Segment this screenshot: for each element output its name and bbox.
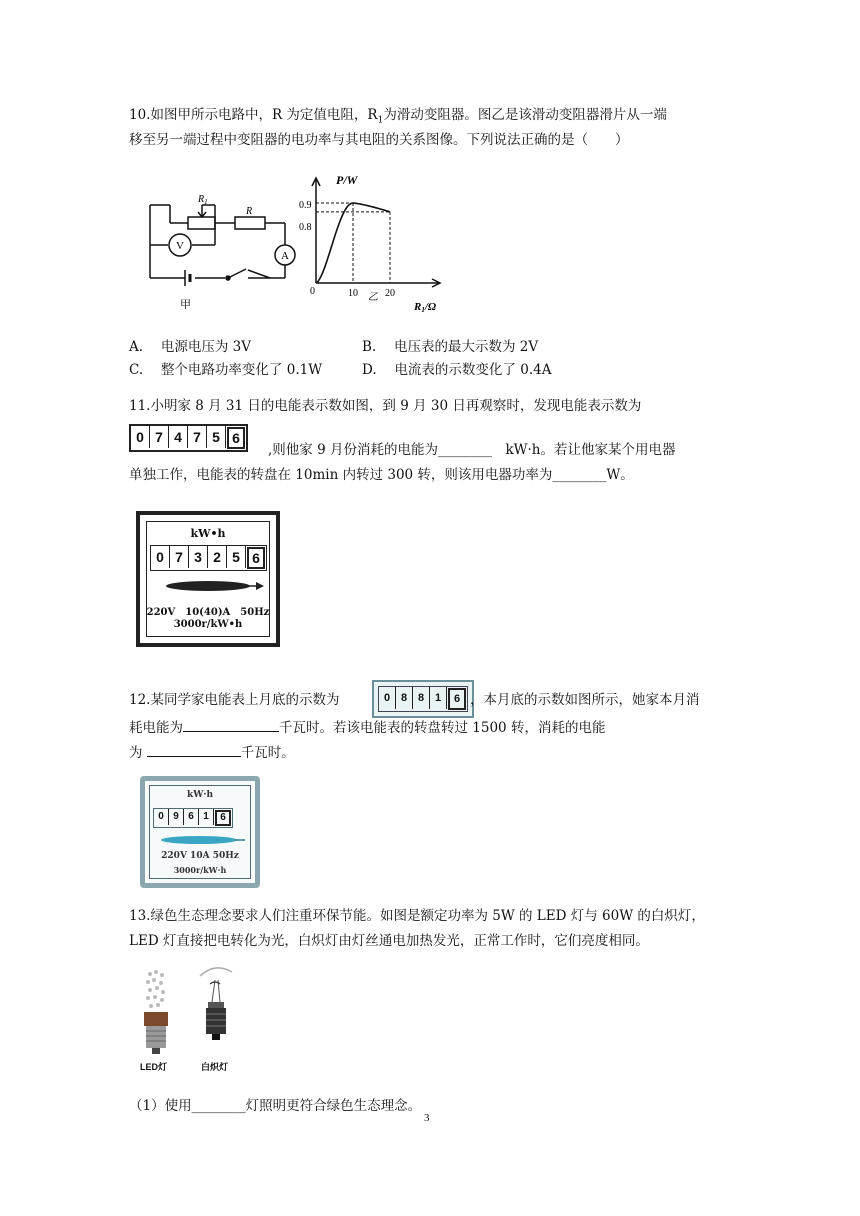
q11-meter-rev: 3000r/kW•h <box>173 619 243 630</box>
ytick-0.8: 0.8 <box>299 222 312 233</box>
q11-stem-line1: 11.小明家 8 月 31 日的电能表示数如图，到 9 月 30 日再观察时，发现电能表示数为 <box>129 398 642 414</box>
r1-label: $R_1$ <box>198 194 208 206</box>
meter-digit: 2 <box>208 546 227 568</box>
q12-digit: 6 <box>448 688 466 710</box>
led-caption: LED灯 <box>140 1062 168 1072</box>
graph-xlabel: R1/Ω <box>414 301 437 314</box>
option-a-text: 电源电压为 3V <box>160 339 251 355</box>
ytick-0.9: 0.9 <box>299 200 312 211</box>
option-b[interactable] <box>362 337 538 357</box>
q13-stem-line2: LED 灯直接把电转化为光，白炽灯由灯丝通电加热发光，正常工作时，它们亮度相同。 <box>129 933 649 949</box>
q12-meter-unit: kW·h <box>186 790 214 800</box>
meter-digit: 6 <box>184 809 199 825</box>
q12-digit: 8 <box>413 687 430 709</box>
meter-digit: 6 <box>247 547 265 569</box>
graph-ylabel: P/W <box>336 173 358 187</box>
bulb-caption: 白炽灯 <box>201 1062 229 1072</box>
voltmeter-symbol: V <box>176 240 184 252</box>
q13-sub1: （1）使用________灯照明更符合绿色生态理念。 <box>129 1098 422 1114</box>
meter-digit: 7 <box>170 546 189 568</box>
r1-subscript: 1 <box>377 115 384 126</box>
option-c-letter: C. <box>129 362 144 378</box>
q11-digit: 0 <box>131 426 150 448</box>
q12-digit: 0 <box>379 687 396 709</box>
xtick-20: 20 <box>385 288 395 299</box>
option-d[interactable] <box>362 360 551 380</box>
q12-digit: 8 <box>396 687 413 709</box>
q11-digit: 5 <box>207 426 226 448</box>
q11-meter-unit: kW•h <box>190 527 226 540</box>
led-lamp-icon <box>136 966 176 1062</box>
option-b-letter: B. <box>362 339 377 355</box>
circuit-caption: 甲 <box>180 299 191 311</box>
meter-rotor-disc-icon <box>160 577 264 595</box>
q11-digit: 7 <box>150 426 169 448</box>
meter-digit: 0 <box>154 809 169 825</box>
incandescent-bulb-icon <box>190 962 240 1060</box>
q11-digit: 7 <box>188 426 207 448</box>
graph-caption: 乙 <box>368 292 378 303</box>
option-a-letter: A. <box>129 339 144 355</box>
meter-digit: 0 <box>151 546 170 568</box>
q12-text: 千瓦时。若该电能表的转盘转过 1500 转，消耗的电能 <box>279 720 606 736</box>
q12-digit-box <box>372 680 474 718</box>
meter-rotor-disc-icon <box>157 833 247 847</box>
meter-digit: 6 <box>215 810 231 826</box>
q12-meter-specs: 220V 10A 50Hz <box>161 851 239 861</box>
q12-answer-blank-2[interactable] <box>147 742 241 757</box>
graph-origin: 0 <box>310 286 315 297</box>
q11-stem-line3: 单独工作，电能表的转盘在 10min 内转过 300 转，则该用电器功率为________W。 <box>129 467 634 483</box>
q11-digit: 4 <box>169 426 188 448</box>
meter-digit: 9 <box>169 809 184 825</box>
meter-digit: 5 <box>227 546 246 568</box>
circuit-diagram <box>140 190 300 315</box>
q12-meter-rev: 3000r/kW·h <box>173 865 227 875</box>
q11-meter-digits <box>150 545 267 571</box>
q12-stem-line3 <box>129 742 295 763</box>
option-d-letter: D. <box>362 362 377 378</box>
option-c-text: 整个电路功率变化了 0.1W <box>160 362 323 378</box>
power-resistance-graph <box>296 168 456 318</box>
q11-meter-specs: 220V 10(40)A 50Hz <box>146 607 270 618</box>
q12-stem-line1b: ，本月底的示数如图所示，她家本月消 <box>470 692 700 708</box>
meter-digit: 1 <box>199 809 214 825</box>
q12-stem-line2 <box>129 717 605 738</box>
q10-stem-line1 <box>129 105 667 131</box>
q12-electricity-meter <box>140 776 260 888</box>
q12-answer-blank-1[interactable] <box>183 717 279 732</box>
xtick-10: 10 <box>348 288 358 299</box>
option-a[interactable] <box>129 337 251 357</box>
q11-electricity-meter <box>136 511 280 647</box>
r-label: R <box>246 206 253 217</box>
option-c[interactable] <box>129 360 322 380</box>
option-d-text: 电流表的示数变化了 0.4A <box>394 362 552 378</box>
q12-meter-digits <box>153 807 233 828</box>
option-b-text: 电压表的最大示数为 2V <box>394 339 539 355</box>
q10-stem-text: 10.如图甲所示电路中，R 为定值电阻，R <box>129 107 378 123</box>
q10-stem-line2: 移至另一端过程中变阻器的电功率与其电阻的关系图像。下列说法正确的是（ ） <box>129 132 629 148</box>
page-number: 3 <box>424 1112 430 1124</box>
q13-stem-line1: 13.绿色生态理念要求人们注重环保节能。如图是额定功率为 5W 的 LED 灯与 60W 的白炽灯， <box>129 908 705 924</box>
q11-digit-box <box>129 424 248 452</box>
q12-text: 耗电能为 <box>129 720 183 736</box>
q12-text: 为 <box>129 745 147 761</box>
q10-stem-rest: 为滑动变阻器。图乙是该滑动变阻器滑片从一端 <box>383 107 667 123</box>
q12-digit: 1 <box>430 687 447 709</box>
q12-text: 千瓦时。 <box>240 745 295 761</box>
q11-digit: 6 <box>227 427 245 449</box>
ammeter-symbol: A <box>281 250 289 262</box>
q11-stem-line2: ,则他家 9 月份消耗的电能为________ kW·h。若让他家某个用电器 <box>268 442 676 458</box>
meter-digit: 3 <box>189 546 208 568</box>
q12-stem-line1a: 12.某同学家电能表上月底的示数为 <box>129 692 340 708</box>
